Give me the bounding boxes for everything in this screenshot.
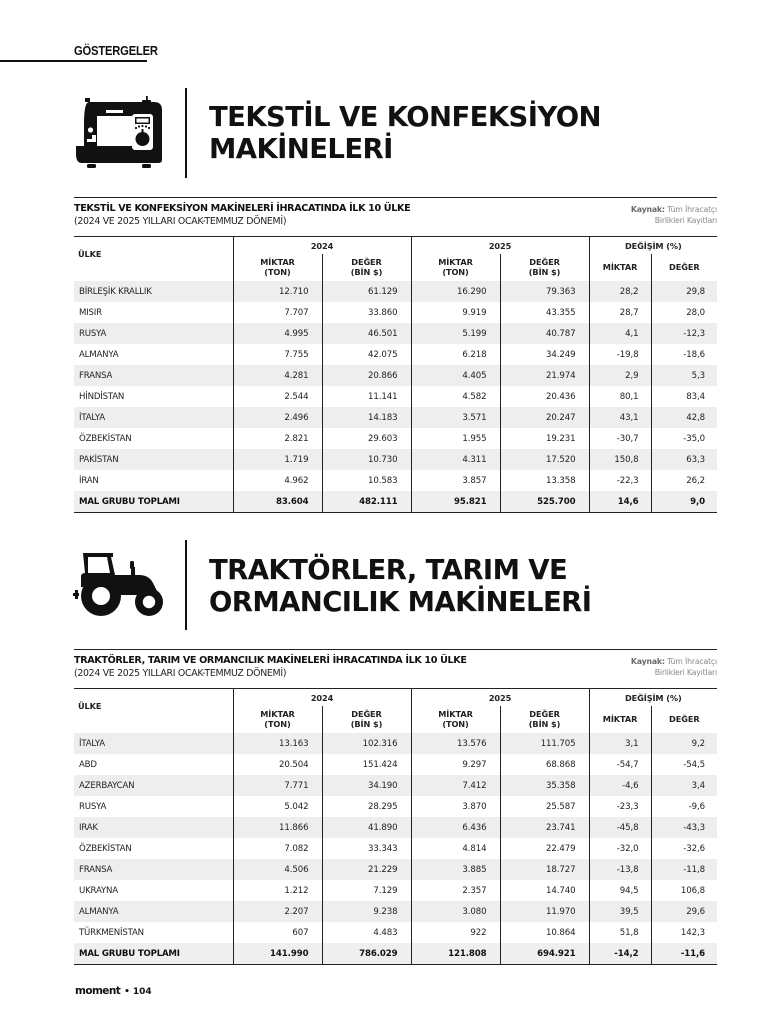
cell-value-2025: 19.231 <box>500 428 589 449</box>
cell-change-value: 142,3 <box>651 922 717 943</box>
cell-value-2024: 20.866 <box>322 365 411 386</box>
col-header-country: ÜLKE <box>74 237 233 282</box>
cell-value-2025: 111.705 <box>500 733 589 754</box>
col-header-change-val: DEĞER <box>651 254 717 281</box>
cell-change-value: 29,8 <box>651 281 717 302</box>
cell-value-2024: 9.238 <box>322 901 411 922</box>
cell-qty-2025: 7.412 <box>411 775 500 796</box>
cell-value-2025: 13.358 <box>500 470 589 491</box>
section-title-line2: MAKİNELERİ <box>209 133 393 165</box>
col-header-2024: 2024 <box>233 237 411 255</box>
table-row <box>74 365 717 386</box>
table-row <box>74 344 717 365</box>
vertical-divider <box>185 88 187 178</box>
cell-value-2025: 525.700 <box>500 491 589 513</box>
cell-change-value: 106,8 <box>651 880 717 901</box>
cell-change-qty: 28,7 <box>589 302 651 323</box>
cell-qty-2025: 4.582 <box>411 386 500 407</box>
cell-qty-2025: 4.311 <box>411 449 500 470</box>
cell-qty-2025: 9.297 <box>411 754 500 775</box>
source-label: Kaynak: <box>630 205 665 214</box>
table-row <box>74 281 717 302</box>
cell-change-qty: 94,5 <box>589 880 651 901</box>
cell-country: MAL GRUBU TOPLAMI <box>74 491 233 513</box>
table-body <box>74 281 717 513</box>
col-header-change-qty: MİKTAR <box>589 254 651 281</box>
table-body <box>74 733 717 965</box>
cell-country: HİNDİSTAN <box>74 386 233 407</box>
cell-country: IRAK <box>74 817 233 838</box>
vertical-divider <box>185 540 187 630</box>
cell-value-2024: 482.111 <box>322 491 411 513</box>
table-row <box>74 428 717 449</box>
cell-country: RUSYA <box>74 796 233 817</box>
cell-qty-2024: 4.281 <box>233 365 322 386</box>
source-line2: Birlikleri Kayıtları <box>654 668 717 677</box>
cell-qty-2025: 6.218 <box>411 344 500 365</box>
table-row <box>74 901 717 922</box>
cell-change-qty: 4,1 <box>589 323 651 344</box>
cell-change-qty: -30,7 <box>589 428 651 449</box>
cell-value-2024: 102.316 <box>322 733 411 754</box>
cell-value-2025: 23.741 <box>500 817 589 838</box>
source-line2: Birlikleri Kayıtları <box>654 216 717 225</box>
section-title-line2: ORMANCILIK MAKİNELERİ <box>209 586 592 618</box>
tractor-icon <box>73 553 167 621</box>
cell-value-2024: 28.295 <box>322 796 411 817</box>
cell-change-qty: -14,2 <box>589 943 651 965</box>
cell-value-2024: 10.730 <box>322 449 411 470</box>
cell-country: ALMANYA <box>74 901 233 922</box>
cell-country: AZERBAYCAN <box>74 775 233 796</box>
cell-country: FRANSA <box>74 859 233 880</box>
cell-qty-2024: 1.719 <box>233 449 322 470</box>
col-header-change: DEĞİŞİM (%) <box>589 689 717 707</box>
cell-change-qty: -19,8 <box>589 344 651 365</box>
cell-change-value: -11,6 <box>651 943 717 965</box>
table-top-rule <box>74 197 717 198</box>
col-header-change-val: DEĞER <box>651 706 717 733</box>
cell-country: UKRAYNA <box>74 880 233 901</box>
cell-country: ABD <box>74 754 233 775</box>
cell-change-qty: 150,8 <box>589 449 651 470</box>
cell-change-value: 63,3 <box>651 449 717 470</box>
tractor-table-block <box>74 649 717 969</box>
cell-qty-2024: 2.496 <box>233 407 322 428</box>
cell-value-2024: 786.029 <box>322 943 411 965</box>
cell-value-2025: 20.247 <box>500 407 589 428</box>
cell-value-2024: 61.129 <box>322 281 411 302</box>
cell-change-qty: -54,7 <box>589 754 651 775</box>
cell-qty-2025: 3.885 <box>411 859 500 880</box>
cell-qty-2025: 2.357 <box>411 880 500 901</box>
cell-value-2024: 29.603 <box>322 428 411 449</box>
cell-country: BİRLEŞİK KRALLIK <box>74 281 233 302</box>
source-label: Kaynak: <box>630 657 665 666</box>
cell-change-qty: 14,6 <box>589 491 651 513</box>
cell-change-qty: 43,1 <box>589 407 651 428</box>
table-title: TEKSTİL VE KONFEKSİYON MAKİNELERİ İHRACATINDA İLK 10 ÜLKE <box>74 203 411 214</box>
page-number: 104 <box>132 987 152 997</box>
cell-value-2025: 20.436 <box>500 386 589 407</box>
cell-change-value: -11,8 <box>651 859 717 880</box>
table-row <box>74 449 717 470</box>
cell-value-2024: 34.190 <box>322 775 411 796</box>
table-top-rule <box>74 649 717 650</box>
cell-qty-2025: 3.571 <box>411 407 500 428</box>
cell-value-2025: 79.363 <box>500 281 589 302</box>
cell-qty-2024: 7.082 <box>233 838 322 859</box>
cell-value-2024: 10.583 <box>322 470 411 491</box>
cell-country: ÖZBEKİSTAN <box>74 428 233 449</box>
cell-qty-2024: 4.506 <box>233 859 322 880</box>
cell-qty-2024: 11.866 <box>233 817 322 838</box>
col-header-change-qty: MİKTAR <box>589 706 651 733</box>
cell-qty-2024: 20.504 <box>233 754 322 775</box>
cell-change-value: -18,6 <box>651 344 717 365</box>
cell-value-2025: 694.921 <box>500 943 589 965</box>
cell-value-2025: 11.970 <box>500 901 589 922</box>
cell-country: ALMANYA <box>74 344 233 365</box>
cell-change-qty: 28,2 <box>589 281 651 302</box>
cell-qty-2024: 5.042 <box>233 796 322 817</box>
cell-change-value: -35,0 <box>651 428 717 449</box>
cell-qty-2024: 141.990 <box>233 943 322 965</box>
cell-change-qty: 3,1 <box>589 733 651 754</box>
table-row <box>74 302 717 323</box>
cell-value-2025: 25.587 <box>500 796 589 817</box>
cell-qty-2024: 607 <box>233 922 322 943</box>
col-header-2025-qty: MİKTAR (TON) <box>411 706 500 733</box>
cell-value-2024: 33.343 <box>322 838 411 859</box>
cell-value-2024: 7.129 <box>322 880 411 901</box>
cell-value-2025: 17.520 <box>500 449 589 470</box>
section-title-line1: TRAKTÖRLER, TARIM VE <box>209 554 568 586</box>
cell-change-qty: -22,3 <box>589 470 651 491</box>
cell-change-qty: 2,9 <box>589 365 651 386</box>
cell-qty-2024: 2.821 <box>233 428 322 449</box>
cell-country: ÖZBEKİSTAN <box>74 838 233 859</box>
table-row <box>74 754 717 775</box>
cell-qty-2025: 121.808 <box>411 943 500 965</box>
cell-qty-2025: 6.436 <box>411 817 500 838</box>
table-row <box>74 817 717 838</box>
table-total-row <box>74 943 717 965</box>
cell-change-value: -43,3 <box>651 817 717 838</box>
cell-value-2024: 14.183 <box>322 407 411 428</box>
brand-logo: moment <box>75 985 121 997</box>
cell-qty-2025: 13.576 <box>411 733 500 754</box>
cell-qty-2024: 7.771 <box>233 775 322 796</box>
cell-value-2025: 43.355 <box>500 302 589 323</box>
table-title: TRAKTÖRLER, TARIM VE ORMANCILIK MAKİNELERİ İHRACATINDA İLK 10 ÜLKE <box>74 655 467 666</box>
col-header-2024-qty: MİKTAR (TON) <box>233 254 322 281</box>
cell-country: MISIR <box>74 302 233 323</box>
source-line1: Tüm İhracatçı <box>667 205 717 214</box>
footer-separator: • <box>124 987 130 997</box>
cell-change-value: 9,0 <box>651 491 717 513</box>
col-header-2025-qty: MİKTAR (TON) <box>411 254 500 281</box>
table-row <box>74 880 717 901</box>
page-footer <box>75 985 152 997</box>
cell-country: İTALYA <box>74 733 233 754</box>
cell-qty-2025: 3.857 <box>411 470 500 491</box>
cell-change-value: -32,6 <box>651 838 717 859</box>
cell-value-2024: 33.860 <box>322 302 411 323</box>
cell-qty-2024: 7.755 <box>233 344 322 365</box>
cell-change-value: -12,3 <box>651 323 717 344</box>
col-header-country: ÜLKE <box>74 689 233 734</box>
textile-export-table <box>74 236 717 513</box>
cell-qty-2024: 4.962 <box>233 470 322 491</box>
cell-value-2025: 10.864 <box>500 922 589 943</box>
table-row <box>74 838 717 859</box>
col-header-2024-val: DEĞER (BİN $) <box>322 254 411 281</box>
cell-change-qty: 80,1 <box>589 386 651 407</box>
col-header-2024-val: DEĞER (BİN $) <box>322 706 411 733</box>
cell-value-2025: 34.249 <box>500 344 589 365</box>
textile-table-block <box>74 197 717 517</box>
cell-qty-2024: 2.544 <box>233 386 322 407</box>
col-header-2024-qty: MİKTAR (TON) <box>233 706 322 733</box>
table-total-row <box>74 491 717 513</box>
cell-change-qty: -32,0 <box>589 838 651 859</box>
cell-value-2025: 35.358 <box>500 775 589 796</box>
cell-value-2025: 21.974 <box>500 365 589 386</box>
table-row <box>74 796 717 817</box>
cell-value-2025: 22.479 <box>500 838 589 859</box>
cell-value-2024: 11.141 <box>322 386 411 407</box>
table-source <box>631 656 717 678</box>
cell-qty-2025: 95.821 <box>411 491 500 513</box>
cell-country: İTALYA <box>74 407 233 428</box>
cell-value-2024: 42.075 <box>322 344 411 365</box>
section-label: GÖSTERGELER <box>74 43 158 58</box>
table-row <box>74 922 717 943</box>
cell-qty-2024: 12.710 <box>233 281 322 302</box>
cell-qty-2025: 4.405 <box>411 365 500 386</box>
cell-value-2025: 68.868 <box>500 754 589 775</box>
cell-value-2024: 41.890 <box>322 817 411 838</box>
cell-value-2025: 40.787 <box>500 323 589 344</box>
cell-change-value: -54,5 <box>651 754 717 775</box>
cell-change-qty: -13,8 <box>589 859 651 880</box>
cell-qty-2024: 83.604 <box>233 491 322 513</box>
table-row <box>74 733 717 754</box>
cell-qty-2025: 4.814 <box>411 838 500 859</box>
cell-change-value: 42,8 <box>651 407 717 428</box>
cell-change-value: 83,4 <box>651 386 717 407</box>
table-source <box>631 204 717 226</box>
cell-change-value: 3,4 <box>651 775 717 796</box>
cell-qty-2025: 3.870 <box>411 796 500 817</box>
cell-change-value: 5,3 <box>651 365 717 386</box>
cell-country: MAL GRUBU TOPLAMI <box>74 943 233 965</box>
cell-value-2024: 151.424 <box>322 754 411 775</box>
source-line1: Tüm İhracatçı <box>667 657 717 666</box>
table-row <box>74 386 717 407</box>
cell-country: PAKİSTAN <box>74 449 233 470</box>
cell-change-qty: -23,3 <box>589 796 651 817</box>
cell-qty-2024: 2.207 <box>233 901 322 922</box>
cell-change-value: 9,2 <box>651 733 717 754</box>
cell-qty-2024: 1.212 <box>233 880 322 901</box>
col-header-2024: 2024 <box>233 689 411 707</box>
cell-country: TÜRKMENİSTAN <box>74 922 233 943</box>
cell-qty-2025: 922 <box>411 922 500 943</box>
col-header-2025-val: DEĞER (BİN $) <box>500 706 589 733</box>
cell-change-value: 28,0 <box>651 302 717 323</box>
cell-change-qty: -45,8 <box>589 817 651 838</box>
cell-value-2024: 4.483 <box>322 922 411 943</box>
table-subtitle: (2024 VE 2025 YILLARI OCAK-TEMMUZ DÖNEMİ) <box>74 668 287 679</box>
cell-value-2025: 18.727 <box>500 859 589 880</box>
cell-qty-2024: 13.163 <box>233 733 322 754</box>
cell-qty-2024: 7.707 <box>233 302 322 323</box>
cell-change-qty: 39,5 <box>589 901 651 922</box>
table-row <box>74 775 717 796</box>
section-rule <box>0 60 147 62</box>
cell-country: RUSYA <box>74 323 233 344</box>
cell-country: FRANSA <box>74 365 233 386</box>
cell-value-2025: 14.740 <box>500 880 589 901</box>
table-row <box>74 470 717 491</box>
cell-value-2024: 21.229 <box>322 859 411 880</box>
table-row <box>74 323 717 344</box>
col-header-2025: 2025 <box>411 237 589 255</box>
cell-qty-2025: 9.919 <box>411 302 500 323</box>
table-row <box>74 859 717 880</box>
table-subtitle: (2024 VE 2025 YILLARI OCAK-TEMMUZ DÖNEMİ) <box>74 216 287 227</box>
tractor-export-table <box>74 688 717 965</box>
cell-qty-2025: 16.290 <box>411 281 500 302</box>
cell-value-2024: 46.501 <box>322 323 411 344</box>
cell-qty-2025: 3.080 <box>411 901 500 922</box>
section-title-line1: TEKSTİL VE KONFEKSİYON <box>209 101 601 133</box>
cell-qty-2024: 4.995 <box>233 323 322 344</box>
cell-change-qty: 51,8 <box>589 922 651 943</box>
cell-qty-2025: 1.955 <box>411 428 500 449</box>
table-row <box>74 407 717 428</box>
col-header-2025: 2025 <box>411 689 589 707</box>
cell-change-value: 26,2 <box>651 470 717 491</box>
cell-change-value: -9,6 <box>651 796 717 817</box>
col-header-change: DEĞİŞİM (%) <box>589 237 717 255</box>
cell-qty-2025: 5.199 <box>411 323 500 344</box>
cell-change-qty: -4,6 <box>589 775 651 796</box>
cell-change-value: 29,6 <box>651 901 717 922</box>
col-header-2025-val: DEĞER (BİN $) <box>500 254 589 281</box>
sewing-machine-icon <box>76 96 164 174</box>
cell-country: İRAN <box>74 470 233 491</box>
